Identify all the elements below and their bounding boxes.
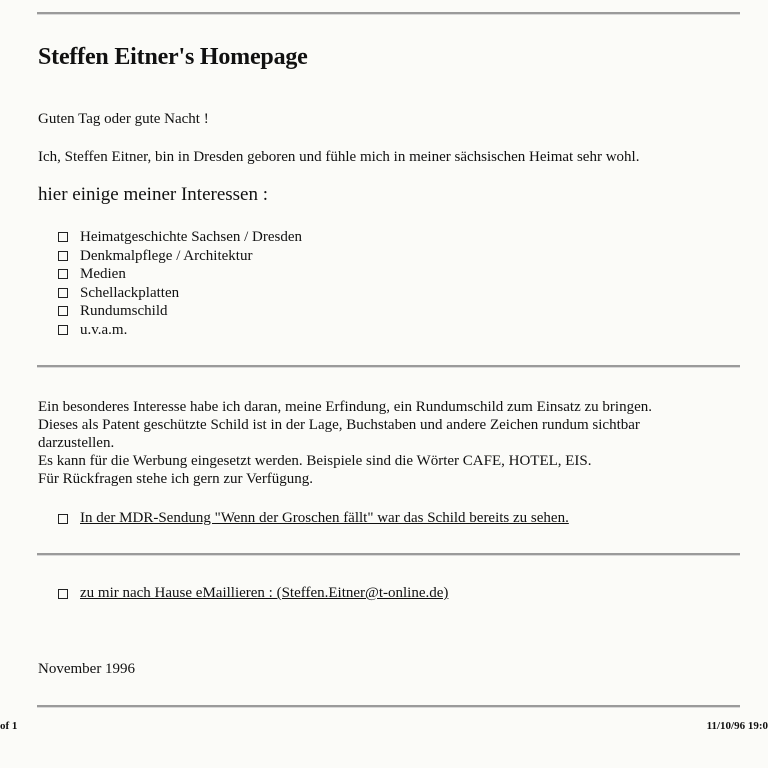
paragraph-line: Es kann für die Werbung eingesetzt werden. Beispiele sind die Wörter CAFE, HOTEL, EIS. xyxy=(38,453,592,469)
square-bullet-icon xyxy=(58,589,68,599)
list-item xyxy=(58,284,302,303)
list-item xyxy=(58,265,302,284)
square-bullet-icon xyxy=(58,514,68,524)
page-title: Steffen Eitner's Homepage xyxy=(38,44,308,70)
print-page-count: of 1 xyxy=(0,720,18,732)
list-item xyxy=(58,228,302,247)
paragraph-line: Für Rückfragen stehe ich gern zur Verfügung. xyxy=(38,471,314,487)
paragraph-line: Dieses als Patent geschützte Schild ist in der Lage, Buchstaben und andere Zeichen rundum sichtbar xyxy=(38,417,640,433)
date-text: November 1996 xyxy=(38,661,136,677)
top-divider xyxy=(37,12,740,15)
greeting-text: Guten Tag oder gute Nacht ! xyxy=(38,111,209,127)
email-link[interactable]: zu mir nach Hause eMaillieren : (Steffen.Eitner@t-online.de) xyxy=(80,585,449,601)
square-bullet-icon xyxy=(58,269,68,279)
paragraph-line: darzustellen. xyxy=(38,435,115,451)
list-item-label: Denkmalpflege / Architektur xyxy=(80,247,253,264)
square-bullet-icon xyxy=(58,288,68,298)
mdr-broadcast-link[interactable]: In der MDR-Sendung "Wenn der Groschen fällt" war das Schild bereits zu sehen. xyxy=(80,510,569,526)
square-bullet-icon xyxy=(58,251,68,261)
list-item-label: u.v.a.m. xyxy=(80,321,128,338)
list-item xyxy=(58,321,302,340)
section-divider xyxy=(37,365,740,368)
list-item-label: Medien xyxy=(80,266,126,282)
bottom-divider xyxy=(37,705,740,708)
list-item xyxy=(58,247,302,266)
paragraph-line: Ein besonderes Interesse habe ich daran, meine Erfindung, ein Rundumschild zum Einsatz zu bringen. xyxy=(38,399,652,415)
interests-heading: hier einige meiner Interessen : xyxy=(38,184,269,205)
square-bullet-icon xyxy=(58,325,68,335)
email-link-item xyxy=(58,585,448,602)
list-item-label: Schellackplatten xyxy=(80,284,180,301)
list-item-label: Heimatgeschichte Sachsen / Dresden xyxy=(80,229,303,245)
list-item xyxy=(58,302,302,321)
interests-list xyxy=(58,228,302,339)
mdr-link-item xyxy=(58,510,569,527)
special-interest-paragraph xyxy=(38,398,652,488)
print-timestamp: 11/10/96 19:0 xyxy=(706,720,768,732)
square-bullet-icon xyxy=(58,306,68,316)
list-item-label: Rundumschild xyxy=(80,303,168,319)
about-text: Ich, Steffen Eitner, bin in Dresden geboren und fühle mich in meiner sächsischen Heimat sehr wohl. xyxy=(38,149,640,165)
square-bullet-icon xyxy=(58,232,68,242)
section-divider xyxy=(37,553,740,556)
